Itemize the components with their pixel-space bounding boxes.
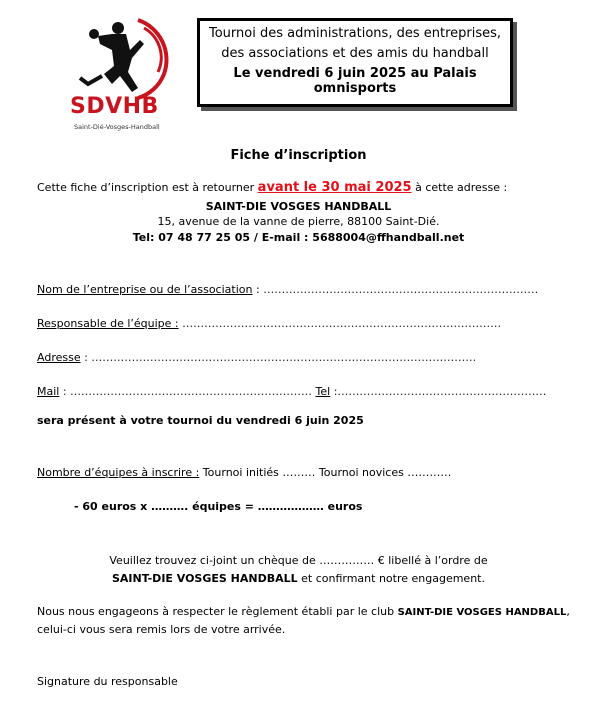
team-manager-field[interactable]: [37, 317, 501, 330]
org-name-colon: :: [252, 283, 264, 296]
tournament-title-box: [197, 18, 513, 107]
teams-count-options: Tournoi initiés ……… Tournoi novices …………: [199, 466, 452, 479]
cheque-club-name: SAINT-DIE VOSGES HANDBALL: [112, 572, 298, 585]
cheque-line-2-rest: et confirmant notre engagement.: [297, 572, 485, 585]
title-line-3-date: Le vendredi 6 juin 2025 au Palais omnisports: [233, 66, 477, 96]
mail-dots: : …………………………………………………………: [59, 385, 316, 398]
intro-line: [37, 180, 507, 195]
price-line: - 60 euros x ………. équipes = ……………… euros: [74, 500, 363, 513]
org-name-field[interactable]: [37, 283, 538, 296]
tel-label: Tel: [315, 385, 331, 398]
engagement-text: Nous nous engageons à respecter le règlement établi par le club: [37, 605, 398, 618]
signature-label: Signature du responsable: [37, 675, 178, 688]
intro-text-before: Cette fiche d’inscription est à retourner: [37, 181, 258, 194]
title-line-2: des associations et des amis du handball: [221, 46, 489, 61]
cheque-line-1: Veuillez trouvez ci-joint un chèque de …………… € libellé à l’ordre de: [109, 554, 488, 567]
title-line-1: Tournoi des administrations, des entreprises,: [208, 26, 502, 41]
org-name-dots: …………………………………………………………………: [263, 283, 539, 296]
address-dots: : ……………………………………………………………………………………………: [80, 351, 477, 364]
intro-text-after: à cette adresse :: [411, 181, 508, 194]
club-contact: Tel: 07 48 77 25 05 / E-mail : 5688004@ffhandball.net: [132, 231, 465, 244]
teams-count-field[interactable]: [37, 466, 451, 479]
logo-subtitle: Saint-Dié-Vosges-Handball: [74, 123, 160, 131]
team-manager-dots: ……………………………………………………………………………: [178, 317, 502, 330]
cheque-line-2: [0, 572, 597, 585]
engagement-club-name: SAINT-DIE VOSGES HANDBALL: [397, 607, 567, 618]
team-manager-label: Responsable de l’équipe :: [37, 317, 179, 330]
mail-label: Mail: [37, 385, 60, 398]
deadline-text: avant le 30 mai 2025: [257, 180, 412, 195]
engagement-line-1: [37, 605, 570, 618]
attendance-statement: sera présent à votre tournoi du vendredi 6 juin 2025: [37, 414, 364, 427]
address-label: Adresse: [37, 351, 81, 364]
engagement-comma: ,: [566, 605, 570, 618]
tel-dots: :…………………………………………………: [330, 385, 547, 398]
mail-tel-field[interactable]: [37, 385, 546, 398]
address-field[interactable]: [37, 351, 476, 364]
engagement-line-2: celui-ci vous sera remis lors de votre arrivée.: [37, 623, 286, 636]
club-name: SAINT-DIE VOSGES HANDBALL: [205, 200, 392, 213]
club-street: 15, avenue de la vanne de pierre, 88100 Saint-Dié.: [157, 215, 440, 228]
logo-wordmark: SDVHB: [70, 94, 159, 119]
teams-count-label: Nombre d’équipes à inscrire :: [37, 466, 200, 479]
org-name-label: Nom de l’entreprise ou de l’association: [37, 283, 253, 296]
form-heading: Fiche d’inscription: [230, 148, 367, 163]
